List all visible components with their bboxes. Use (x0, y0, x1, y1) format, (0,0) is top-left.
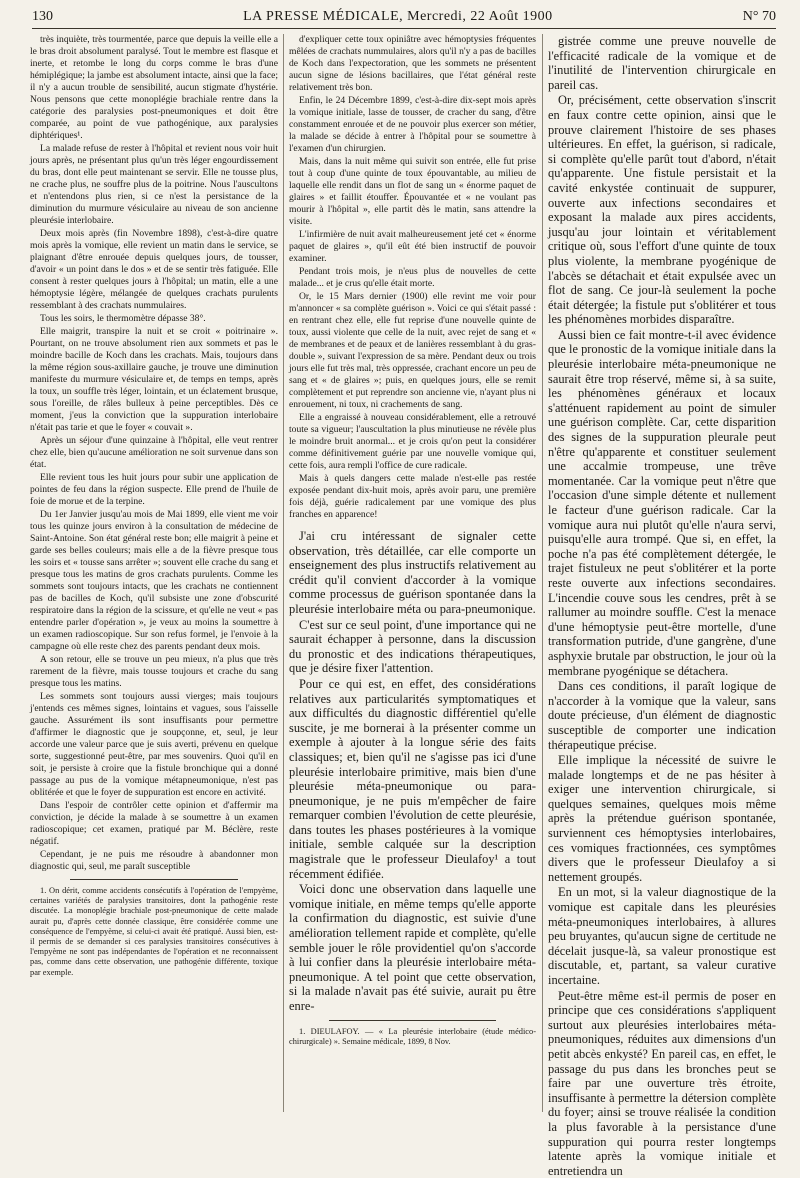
column-middle (289, 34, 536, 1110)
paragraph: Aussi bien ce fait montre-t-il avec évidence que le pronostic de la vomique initiale dans la pleurésie interlobaire méta-pneumonique ne saurait être trop réservé, même si, à sa suite, les phénomènes généraux et locaux s'atténuent rapidement au point de simuler une guérison complète. Car, cette disparition des signes de la suppuration pleurale peut n'être qu'apparente et constituer seulement une accalmie trompeuse, une trêve momentanée. Car la vomique peut n'être que l'occasion d'une simple détente et nullement le facteur d'une guérison radicale. Car la vomique aura nui plutôt qu'elle n'aura servi, puisqu'elle aura trompé. Que si, en effet, la poche n'a pas été complètement détergée, le trajet fistuleux ne peut s'oblitérer et la porte reste ouverte aux infections secondaires. L'incendie couve sous les cendres, prêt à se rallumer au moindre souffle. C'est la menace d'une hémoptysie peut-être mortelle, d'une transformation putride, d'une gangrène, d'une asphyxie brutale par obstruction, le jour où la membrane pyogénique se détachera. (548, 327, 776, 678)
column-divider (542, 34, 543, 1112)
issue-number: N° 70 (742, 9, 776, 24)
paragraph: Elle a engraissé à nouveau considérablement, elle a retrouvé toute sa vigueur; l'auscultation la plus minutieuse ne révèle plus le moindre bruit anormal... et je crois qu'on peut la considérer comme définitivement guérie par une nouvelle vomique qui, cette fois, aura rempli l'office de cure radicale. (289, 412, 536, 471)
paragraph: A son retour, elle se trouve un peu mieux, n'a plus que très rarement de la fièvre, mais tousse toujours et crache du sang presque tous les matins. (30, 654, 278, 689)
paragraph: Après un séjour d'une quinzaine à l'hôpital, elle veut rentrer chez elle, bien qu'aucune amélioration ne soit survenue dans son état. (30, 435, 278, 470)
paragraph: Elle revient tous les huit jours pour subir une application de pointes de feu dans la région suspecte. Elle prend de l'huile de foie de morue et de la terpine. (30, 472, 278, 507)
footnote-separator (329, 1020, 496, 1021)
paragraph: Mais, dans la nuit même qui suivit son entrée, elle fut prise tout à coup d'une quinte de toux épouvantable, au milieu de laquelle elle rendit dans un flot de sang un « énorme paquet de glaires » et faillit étouffer. Épouvantée et « ne voulant pas mourir à l'hôpital », elle partit dès le matin, sans attendre la visite. (289, 156, 536, 227)
footnote-text: 1. DIEULAFOY. — « La pleurésie interlobaire (étude médico-chirurgicale) ». Semaine médicale, 1899, 8 Nov. (289, 1026, 536, 1046)
paragraph: L'infirmière de nuit avait malheureusement jeté cet « énorme paquet de glaires », qu'il eût été bien instructif de pouvoir examiner. (289, 229, 536, 264)
column-left (30, 34, 278, 1110)
page-number: 130 (32, 9, 53, 24)
paragraph: Dans l'espoir de contrôler cette opinion et d'affermir ma conviction, je décide la malade à se soumettre à un examen radioscopique; cet examen, pratiqué par M. Béclère, reste négatif. (30, 800, 278, 847)
paragraph: Tous les soirs, le thermomètre dépasse 38°. (40, 313, 206, 324)
paragraph: d'expliquer cette toux opiniâtre avec hémoptysies fréquentes mêlées de crachats nummulaires, alors qu'il n'y a pas de bacilles de Koch dans l'expectoration, que les sommets ne présentent aucun signe de lésions bacillaires, que l'état général reste relativement très bon. (289, 34, 536, 93)
paragraph: C'est sur ce seul point, d'une importance qui ne saurait échapper à personne, dans la discussion du pronostic et des indications thérapeutiques, que je désire fixer l'attention. (289, 617, 536, 676)
column-right (548, 34, 776, 1178)
paragraph: Pendant trois mois, je n'eus plus de nouvelles de cette malade... et je crus qu'elle était morte. (289, 266, 536, 289)
paragraph: Or, le 15 Mars dernier (1900) elle revint me voir pour m'annoncer « sa complète guérison ». Voici ce qui s'était passé : en rentrant chez elle, elle fut reprise d'une nouvelle quinte de toux, aussi violente que celle de la nuit, avec rejet de sang et « de membranes et de peaux et de lanières ressemblant à du gras-double », suivant l'expression de sa mère. Pendant deux ou trois jours elle fut très mal, très oppressée, crachant encore un peu de sang et « de glaires »; puis, en quelques jours, elle se remit complètement et put reprendre son ancienne vie, n'ayant plus ni enrouement, ni toux, ni crachements de sang. (289, 291, 536, 410)
paragraph: Or, précisément, cette observation s'inscrit en faux contre cette opinion, ainsi que le prouve clairement l'histoire de ses phases ultérieures. En effet, la guérison, si radicale, si complète qu'elle parût tout d'abord, n'était qu'apparente. Une fistule persistait et la cavité enkystée continuait de suppurer, ouverte aux infections secondaires et exposant la malade aux pires accidents, jusqu'au jour lointain et véritablement critique où, sous l'effort d'une quinte de toux plus violente, la membrane pyogénique de l'abcès se détachait et était expulsée avec un flot de sang. Ce jour-là seulement la poche était détergée; la fistule put s'oblitérer et tous les phénomènes morbides disparaître. (548, 93, 776, 327)
paragraph: Dans ces conditions, il paraît logique de n'accorder à la vomique que la valeur, sans doute précieuse, d'un élément de diagnostic susceptible de comporter une indication thérapeutique précise. (548, 679, 776, 752)
paragraph: Cependant, je ne puis me résoudre à abandonner mon diagnostic qui, seul, me paraît susceptible (30, 849, 278, 872)
page-header (32, 6, 776, 29)
paragraph: Les sommets sont toujours aussi vierges; mais toujours j'entends ces mêmes signes, lointains et vagues, sous l'aisselle gauche. Assurément ils sont insuffisants pour permettre d'affirmer le diagnostic que je soupçonne, et, seul, je leur accorde une valeur parce que je suis averti, prévenu en quelque sorte, suggestionné peut-être, par mes souvenirs. Quoi qu'il en soit, je persiste à croire que la fistule bronchique qui a donné passage au pus de la vomique métapneumonique, n'est pas oblitérée et que le foyer de suppuration est encore en activité. (30, 691, 278, 798)
footnote (289, 1027, 536, 1047)
paragraph: Elle implique la nécessité de suivre le malade longtemps et de ne pas hésiter à exiger une intervention chirurgicale, si quelques semaines, quelques mois même après la prétendue guérison spontanée, surviennent ces hémoptysies interlobaires, ces vomiques fractionnées, ces symptômes divers que le professeur Dieulafoy a si nettement groupés. (548, 753, 776, 884)
paragraph: Peut-être même est-il permis de poser en principe que ces considérations s'appliquent surtout aux pleurésies interlobaires méta-pneumoniques, réduites aux dimensions d'un petit abcès enkysté? En pareil cas, en effet, le passage du pus dans les bronches peut se faire par une ouverture très étroite, insuffisante à permettre la détersion complète du foyer; ainsi se trouve réalisée la condition la plus favorable à la persistance d'une suppuration qui pourra rester longtemps latente après la vomique initiale et entretiendra un (548, 988, 776, 1178)
footnote (30, 886, 278, 978)
paragraph: J'ai cru intéressant de signaler cette observation, très détaillée, car elle comporte un enseignement des plus instructifs relativement au crédit qu'il convient d'accorder à la vomique comme processus de guérison spontanée dans la pleurésie interlobaire méta ou para-pneumonique. (289, 529, 536, 616)
paragraph: La malade refuse de rester à l'hôpital et revient nous voir huit jours après, ne présentant plus qu'un très léger engourdissement du bras, dont elle peut maintenant se servir. Elle ne tousse plus, ne crache plus, ne souffre plus de la poitrine. Nous l'auscultons et n'entendons plus rien, si ce n'est la persistance de la diminution du murmure vésiculaire au niveau de son ancienne pleurésie interlobaire. (30, 143, 278, 226)
paragraph: Du 1er Janvier jusqu'au mois de Mai 1899, elle vient me voir tous les quinze jours environ à la consultation de médecine de Saint-Antoine. Son état général reste bon; elle maigrit à peine et garde ses belles couleurs; mais elle a de la fièvre presque tous les soirs et « tousse sans arrêter »; souvent elle crache du sang et presque tous les matins de gros crachats purulents. Comme les sommets sont toujours intacts, que les crachats ne contiennent pas de bacilles de Koch, qu'il subsiste une zone d'obscurité respiratoire dans la région de la scissure, et qu'elle ne veut « pas entendre parler d'opération », je veux au moins la soumettre à un examen radioscopique. Sur son refus formel, je l'envoie à la campagne où elle reste chez des parents pendant deux mois. (30, 509, 278, 652)
paragraph: Deux mois après (fin Novembre 1898), c'est-à-dire quatre mois après la vomique, elle revient un matin dans le service, se plaignant d'être enrouée depuis quelques jours, de tousser, d'avoir « un point dans le dos » et de se sentir très fatiguée. Elle consent à rester quelques jours à l'hôpital; un matin, elle a une hémoptysie légère, mélangée de quelques crachats purulents ressemblant à des crachats nummulaires. (30, 228, 278, 311)
paragraph: Voici donc une observation dans laquelle une vomique initiale, en même temps qu'elle apporte la confirmation du diagnostic, est suivie d'une amélioration tellement rapide et complète, qu'elle semble jouer le rôle providentiel qu'on s'accorde à lui confier dans la pleurésie interlobaire méta-pneumonique. A tel point que cette observation, si la malade n'avait pas été suivie, aurait pu être enre- (289, 882, 536, 1013)
paragraph: gistrée comme une preuve nouvelle de l'efficacité radicale de la vomique et de l'inutilité de l'intervention chirurgicale en pareil cas. (548, 34, 776, 92)
paragraph: En un mot, si la valeur diagnostique de la vomique est capitale dans les pleurésies méta-pneumoniques interlobaires, à allures peu bruyantes, qu'aucun signe de certitude ne décelait jusque-là, sa valeur pronostique est discutable, et, partant, sa valeur curative incertaine. (548, 885, 776, 987)
paragraph: Pour ce qui est, en effet, des considérations relatives aux particularités symptomatiques et aux difficultés du diagnostic différentiel qu'elle suscite, je me bornerai à la présenter comme un exemple à ajouter à la longue série des faits classiques; et, bien qu'il ne s'agisse pas ici d'une pleurésie interlobaire primitive, mais bien d'une pleurésie méta-pneumonique ou para-pneumonique, je ne puis m'empêcher de faire remarquer combien l'évolution de cette pleurésie, dans toutes les phases postérieures à la vomique initiale, semble calquée sur la description magistrale que le professeur Dieulafoy¹ a tout récemment édifiée. (289, 676, 536, 881)
journal-title: LA PRESSE MÉDICALE, Mercredi, 22 Août 1900 (243, 9, 553, 24)
footnote-text: 1. On dérit, comme accidents consécutifs à l'opération de l'empyème, certaines variétés de paralysies transitoires, dont la pathogénie reste discutée. La monoplégie brachiale post-pneumonique de cette malade aurait pu, d'après cette donnée classique, être considérée comme une conséquence de l'empyème, si celui-ci avait été pratiqué. Aussi bien, est-il permis de se demander si ces paralysies transitoires consécutives à l'empyème ne sont pas indépendantes de l'opération et ne reconnaissent pas, comme dans cette observation, une pathogénie différente, toxique par exemple. (30, 886, 278, 977)
column-divider (283, 34, 284, 1112)
paragraph: Elle maigrit, transpire la nuit et se croit « poitrinaire ». Pourtant, on ne trouve absolument rien aux sommets et pas le moindre bacille de Koch dans les crachats. Mais, toujours dans la même région sous-axillaire gauche, je trouve une diminution manifeste du murmure vésiculaire et, de temps en temps, après la toux, un souffle très léger, lointain, et un éclatement brusque, sous l'oreille, de râles bulleux à peine perceptibles. Dès ce moment, j'eus la conviction que la suppuration interlobaire n'était pas tarie et que le foyer « couvait ». (30, 326, 278, 433)
paragraph: Enfin, le 24 Décembre 1899, c'est-à-dire dix-sept mois après la vomique initiale, lasse de tousser, de cracher du sang, d'être constamment enrouée et de ne pouvoir plus exercer son métier, la malade se décide à entrer à l'hôpital pour se soumettre à l'examen d'un chirurgien. (289, 95, 536, 154)
large-text-section (289, 529, 536, 1014)
paragraph: très inquiète, très tourmentée, parce que depuis la veille elle a le bras droit absolument paralysé. Tout le membre est flasque et inerte, et retombe le long du corps comme le bras d'une hémiplégique; la jambe est absolument intacte, ainsi que la face; il n'y a aucun trouble de sensibilité, aucun stigmate d'hystérie. Nous pensons que cette monoplégie brachiale rentre dans la catégorie des paralysies post-pneumoniques et doit être comparée, au point de vue pathogénique, aux paralysies diphtériques¹. (30, 34, 278, 141)
paragraph: Mais à quels dangers cette malade n'est-elle pas restée exposée pendant dix-huit mois, après avoir paru, une première fois déjà, guérie radicalement par une vomique des plus franches en apparence! (289, 473, 536, 520)
footnote-separator (70, 879, 238, 880)
